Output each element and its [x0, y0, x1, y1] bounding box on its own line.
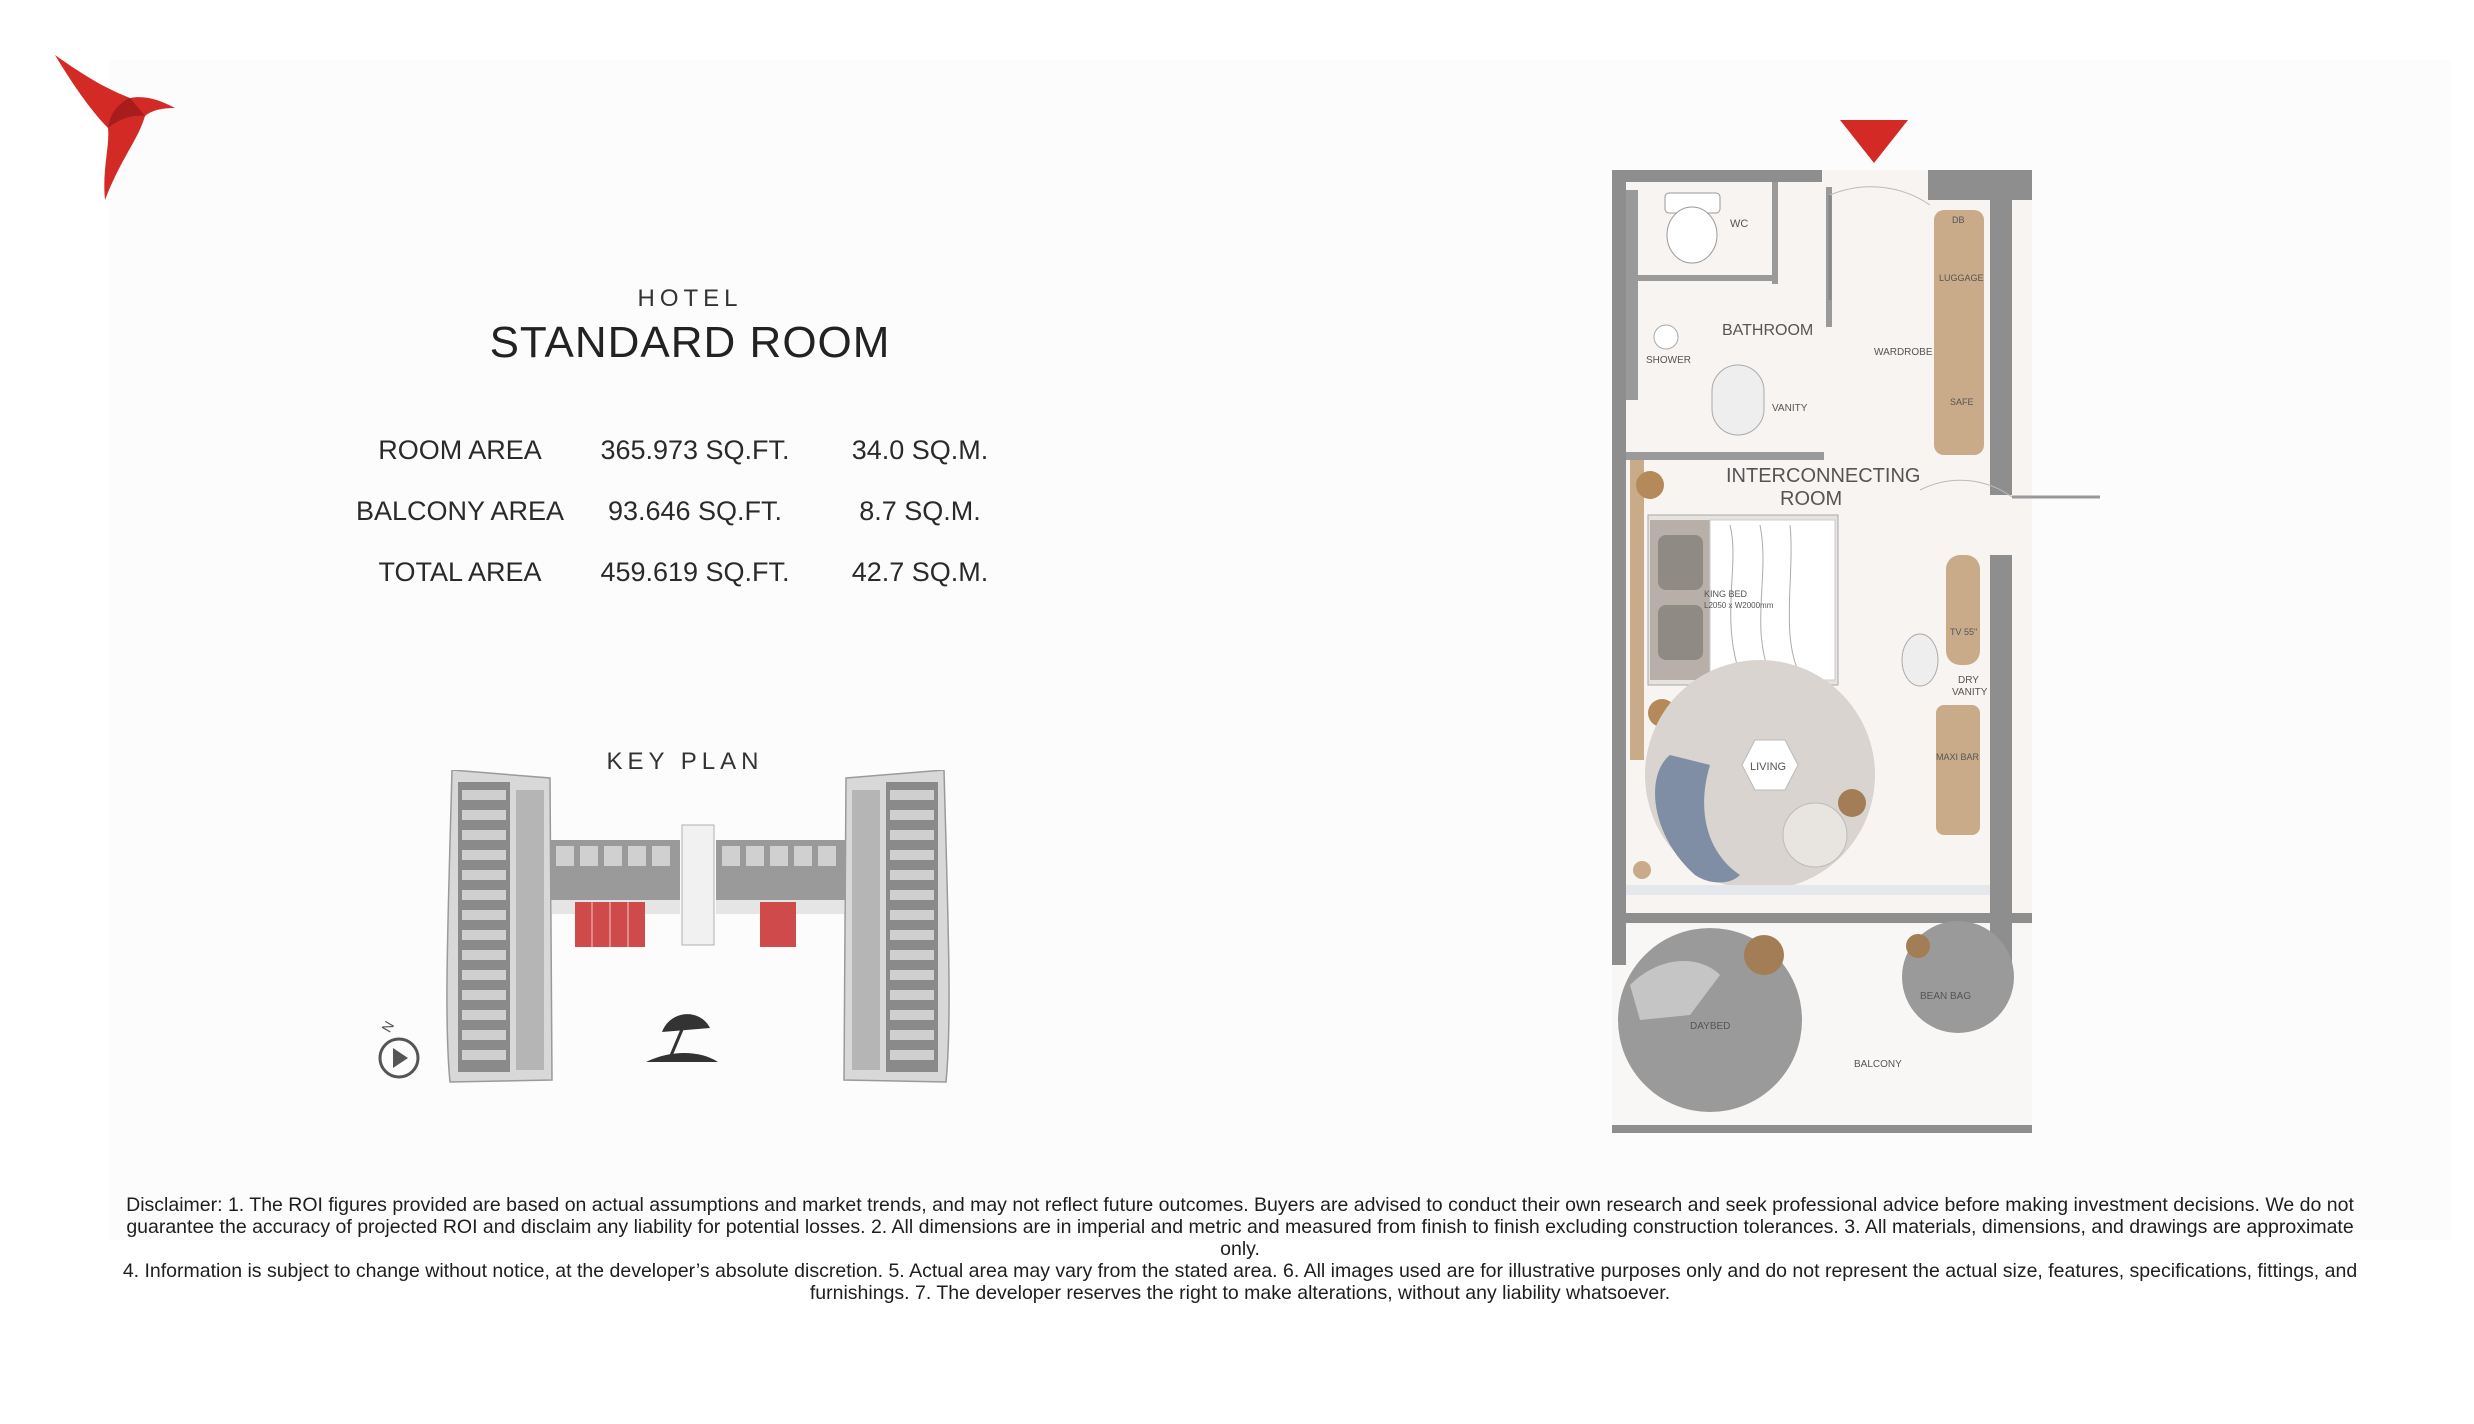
- label-db: DB: [1952, 215, 1965, 225]
- floor-plan-diagram: [1600, 115, 2110, 1135]
- disclaimer: [110, 1194, 2370, 1304]
- page-title: STANDARD ROOM: [489, 318, 891, 367]
- disclaimer-line: 4. Information is subject to change without notice, at the developer’s absolute discretion. 5. Actual area may vary from the stated area. 6. All images used are for illustrative purposes only and do not represent the actual size, features, specifications, fittings, and: [122, 1260, 2358, 1282]
- north-label: N: [378, 1018, 398, 1035]
- label-wc: WC: [1730, 218, 1749, 230]
- armchair: [1783, 803, 1847, 867]
- north-compass-icon: [378, 1018, 418, 1077]
- label-wardrobe: WARDROBE: [1874, 347, 1933, 358]
- left-central-block: [550, 840, 680, 947]
- area-label: TOTAL AREA: [378, 557, 542, 587]
- tv-console: [1946, 555, 1980, 665]
- label-bean-bag: BEAN BAG: [1920, 991, 1972, 1002]
- label-maxi-bar: MAXI BAR: [1936, 752, 1980, 762]
- beach-umbrella-icon: [646, 1014, 718, 1062]
- bird-logo-icon: [50, 50, 210, 210]
- highlighted-unit: [760, 902, 796, 947]
- area-sqft: 93.646 SQ.FT.: [607, 496, 783, 526]
- vanity-basin: [1712, 365, 1764, 435]
- disclaimer-line: Disclaimer: 1. The ROI figures provided are based on actual assumptions and market trends, and may not reflect future outcomes. Buyers are advised to conduct their own research and seek professional advice before making investment decisions. We do not: [126, 1194, 2354, 1216]
- side-table: [1838, 789, 1866, 817]
- key-plan-diagram: [370, 770, 970, 1090]
- wardrobe-unit: [1934, 210, 1984, 455]
- lamp-icon: [1636, 471, 1664, 499]
- area-sqm: 34.0 SQ.M.: [851, 435, 989, 465]
- label-shower: SHOWER: [1646, 355, 1691, 366]
- area-sqft: 459.619 SQ.FT.: [600, 557, 790, 587]
- label-interconnecting-room: ROOM: [1780, 488, 1843, 510]
- left-wing: [447, 770, 552, 1082]
- label-dry: DRY: [1958, 675, 1979, 686]
- label-living: LIVING: [1750, 761, 1787, 773]
- label-bed-size: L2050 x W2000mm: [1704, 601, 1774, 610]
- room-category: HOTEL: [637, 285, 743, 312]
- right-central-block: [716, 840, 846, 947]
- area-label: BALCONY AREA: [355, 496, 565, 526]
- label-luggage: LUGGAGE: [1939, 273, 1984, 283]
- maxi-bar-unit: [1936, 705, 1980, 835]
- area-label: ROOM AREA: [378, 435, 542, 465]
- label-safe: SAFE: [1950, 397, 1974, 407]
- area-sqm: 8.7 SQ.M.: [859, 496, 981, 526]
- area-row: [350, 435, 1010, 496]
- label-tv: TV 55": [1950, 627, 1978, 637]
- label-balcony: BALCONY: [1854, 1059, 1902, 1070]
- area-sqft: 365.973 SQ.FT.: [600, 435, 790, 465]
- label-vanity: VANITY: [1772, 403, 1808, 414]
- toilet-fixture: [1665, 193, 1720, 263]
- disclaimer-line: furnishings. 7. The developer reserves the right to make alterations, without any liability whatsoever.: [809, 1282, 1671, 1304]
- disclaimer-line: guarantee the accuracy of projected ROI and disclaim any liability for potential losses. 2. All dimensions are in imperial and metric and measured from finish to finish excluding construction tolerances. 3. All materials, dimensions, and drawings are approximate only.: [126, 1216, 2354, 1260]
- area-table: [350, 435, 1010, 618]
- label-interconnecting: INTERCONNECTING: [1726, 465, 1921, 487]
- right-wing: [844, 770, 949, 1082]
- area-row: [350, 496, 1010, 557]
- entrance-marker-icon: [1840, 120, 1908, 163]
- shower-head-icon: [1654, 325, 1678, 349]
- key-plan-title: KEY PLAN: [606, 748, 764, 775]
- area-row: [350, 557, 1010, 618]
- label-daybed: DAYBED: [1690, 1021, 1731, 1032]
- label-dry-vanity: VANITY: [1952, 687, 1988, 698]
- area-sqm: 42.7 SQ.M.: [851, 557, 989, 587]
- label-bathroom: BATHROOM: [1722, 322, 1814, 339]
- label-king-bed: KING BED: [1704, 589, 1748, 599]
- dry-vanity-basin: [1902, 634, 1938, 686]
